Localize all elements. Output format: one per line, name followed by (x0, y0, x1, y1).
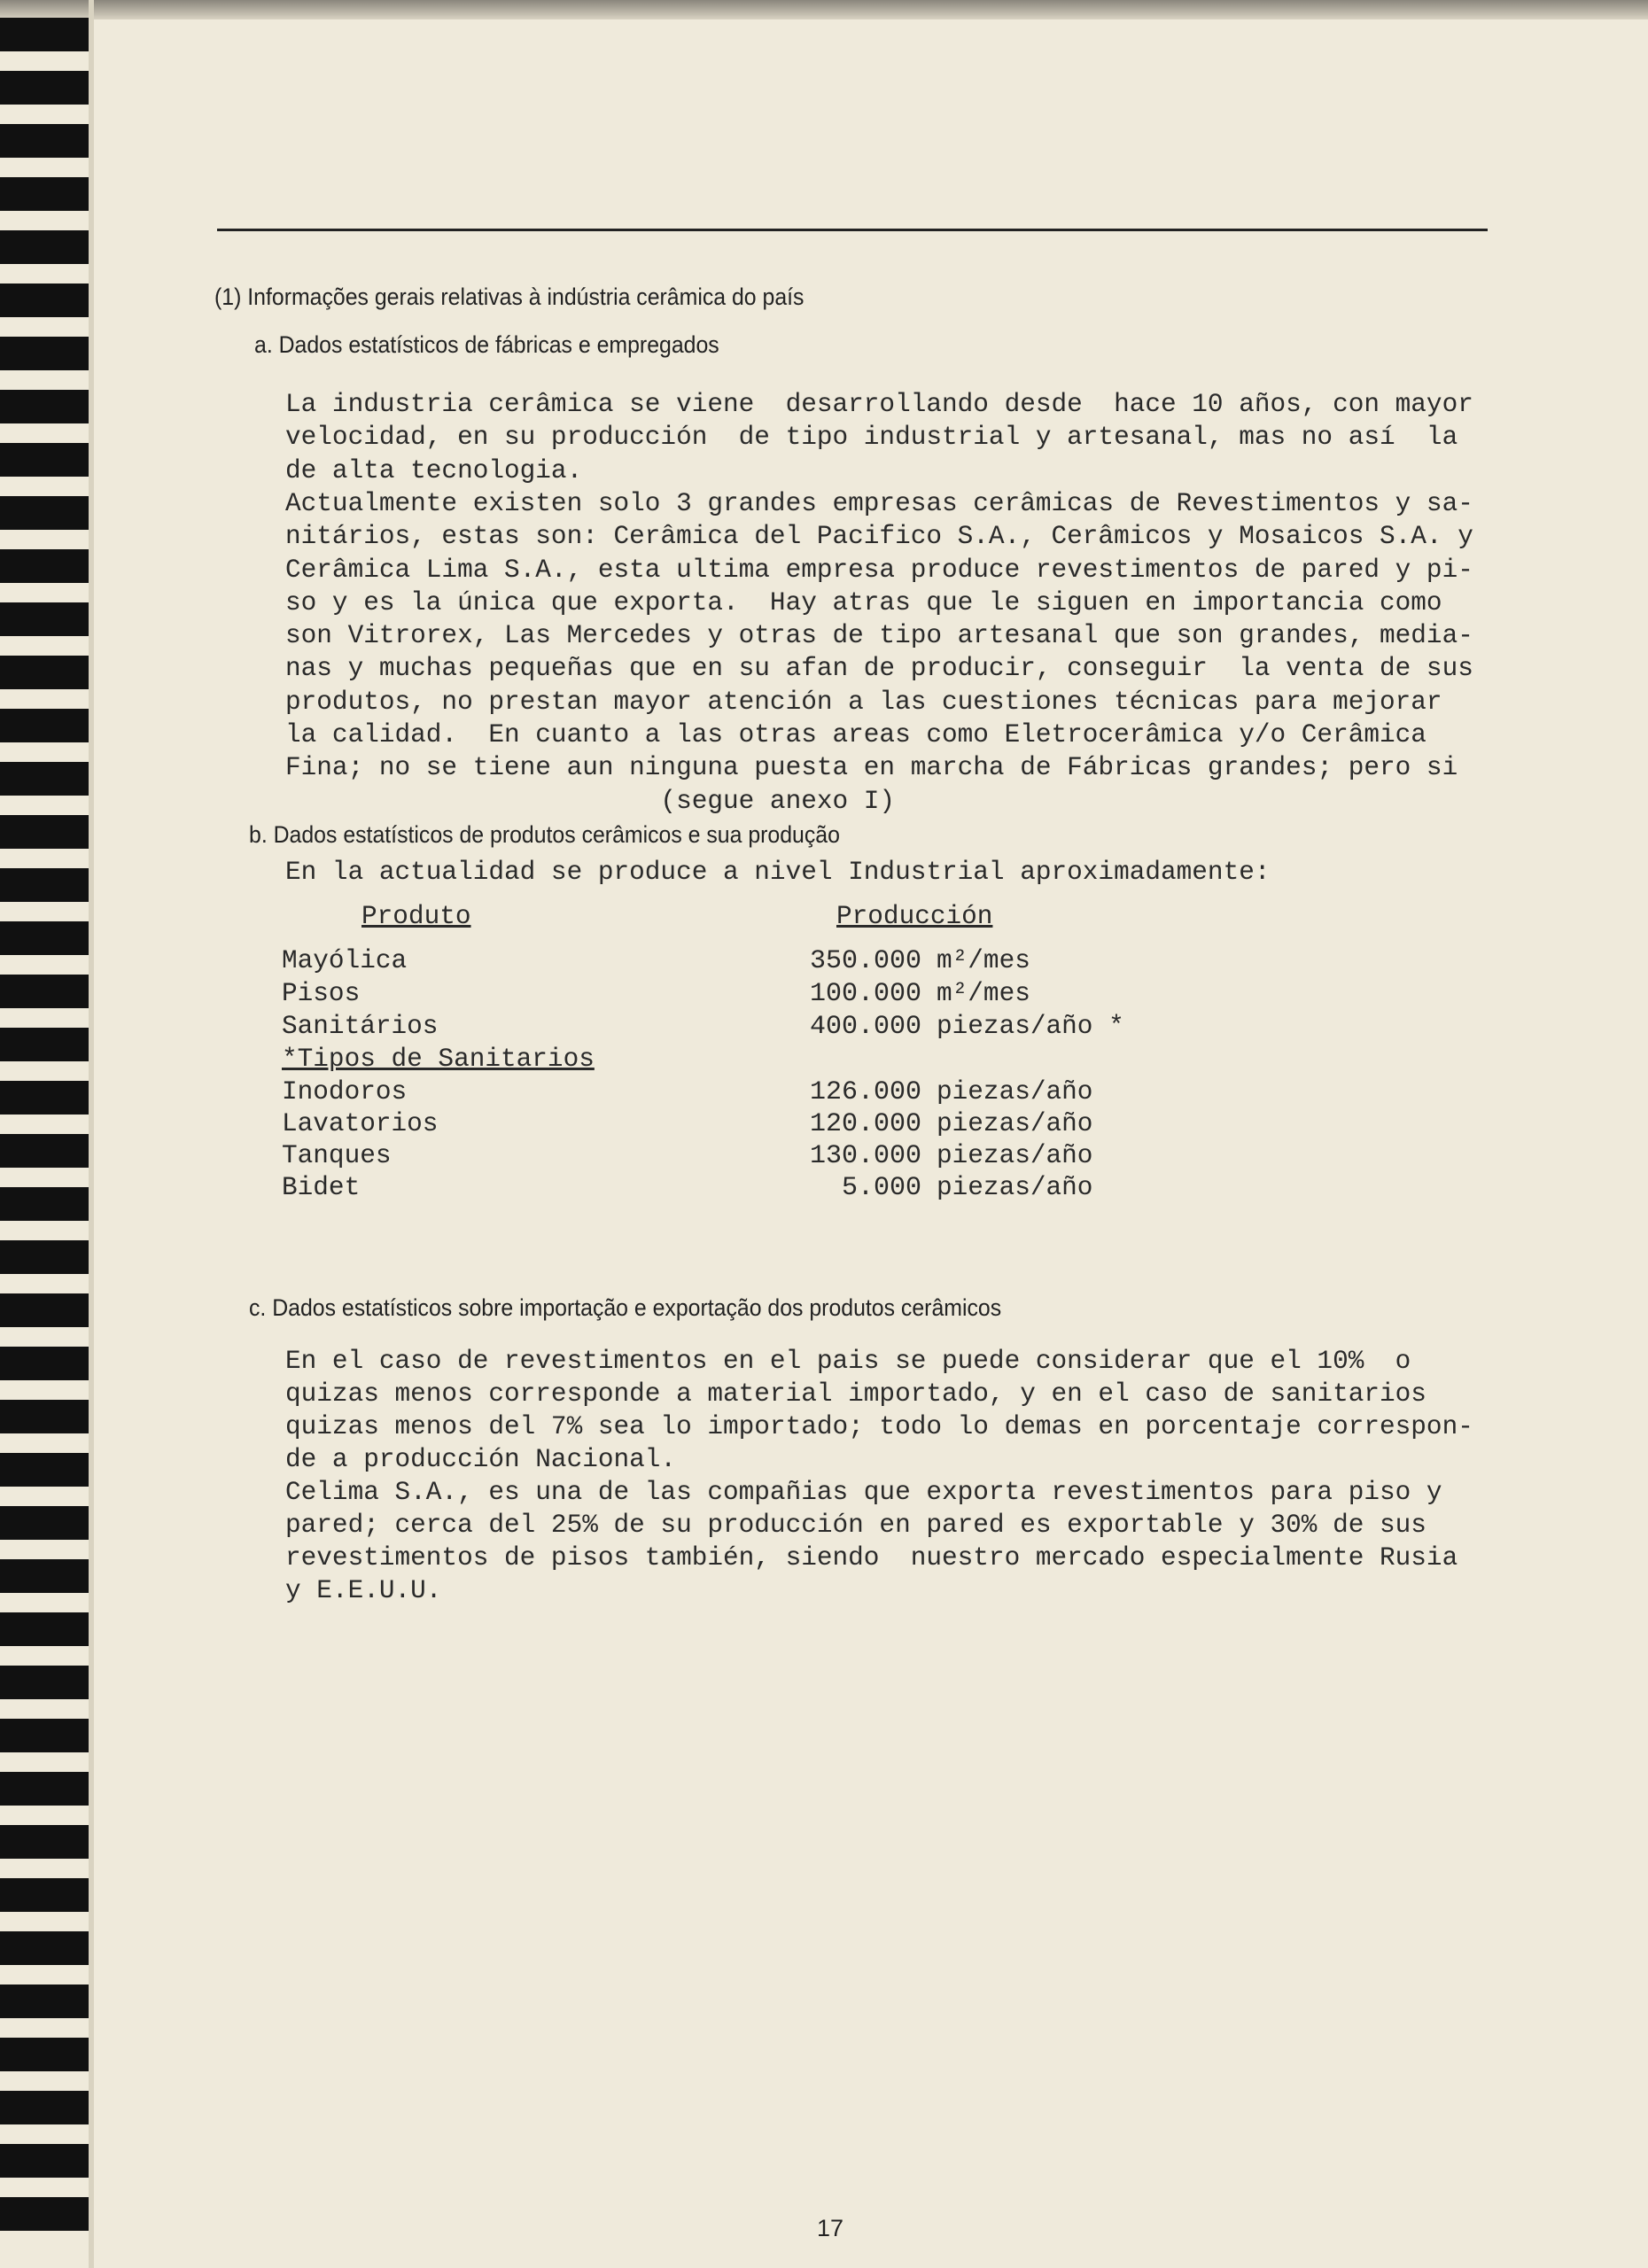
body-line: La industria cerâmica se viene desarrollando desde hace 10 años, con mayor (285, 390, 1473, 420)
product-name: Bidet (282, 1173, 361, 1203)
sanitarios-subheading: *Tipos de Sanitarios (282, 1045, 595, 1075)
heading-c: c. Dados estatísticos sobre importação e exportação dos produtos cerâmicos (249, 1294, 1002, 1321)
production-value: 130.000 (809, 1141, 921, 1171)
production-unit: piezas/año (937, 1141, 1093, 1171)
spiral-binding (0, 18, 89, 2233)
production-value: 120.000 (809, 1109, 921, 1139)
body-line: produtos, no prestan mayor atención a las cuestiones técnicas para mejorar (285, 687, 1442, 718)
production-value: 126.000 (809, 1077, 921, 1107)
body-line: nitários, estas son: Cerâmica del Pacifico S.A., Cerâmicos y Mosaicos S.A. y (285, 522, 1473, 553)
product-name: Lavatorios (282, 1109, 439, 1139)
body-line: pared; cerca del 25% de su producción en pared es exportable y 30% de sus (285, 1511, 1426, 1541)
body-line: En el caso de revestimentos en el pais se puede considerar que el 10% o (285, 1347, 1411, 1377)
production-unit: m²/mes (937, 979, 1030, 1009)
product-name: Mayólica (282, 946, 408, 976)
production-value: 100.000 (809, 979, 921, 1009)
body-line: y E.E.U.U. (285, 1576, 442, 1606)
body-line: Fina; no se tiene aun ninguna puesta en marcha de Fábricas grandes; pero si (285, 753, 1458, 784)
body-line: nas y muchas pequeñas que en su afan de producir, conseguir la venta de sus (285, 654, 1473, 685)
binding-edge (89, 0, 94, 2268)
product-name: Sanitários (282, 1012, 439, 1042)
body-line: revestimentos de pisos también, siendo nuestro mercado especialmente Rusia (285, 1543, 1458, 1573)
production-value: 400.000 (809, 1012, 921, 1042)
body-line: son Vitrorex, Las Mercedes y otras de tipo artesanal que son grandes, media- (285, 621, 1473, 652)
body-line: de alta tecnologia. (285, 455, 583, 486)
body-line: so y es la única que exporta. Hay atras que le siguen en importancia como (285, 587, 1442, 618)
body-line: la calidad. En cuanto a las otras areas como Eletrocerâmica y/o Cerâmica (285, 720, 1426, 750)
body-line: velocidad, en su producción de tipo industrial y artesanal, mas no así la (285, 423, 1458, 454)
body-line: quizas menos del 7% sea lo importado; todo lo demas en porcentaje correspon- (285, 1412, 1473, 1442)
production-unit: piezas/año * (937, 1012, 1124, 1042)
production-unit: m²/mes (937, 946, 1030, 976)
body-line: de a producción Nacional. (285, 1445, 677, 1475)
body-line: (segue anexo I) (285, 786, 896, 817)
production-unit: piezas/año (937, 1077, 1093, 1107)
section-b-intro: En la actualidad se produce a nivel Industrial aproximadamente: (285, 858, 1271, 888)
section-title: (1) Informações gerais relativas à indústria cerâmica do país (214, 284, 805, 310)
production-value: 5.000 (841, 1173, 921, 1203)
heading-a: a. Dados estatísticos de fábricas e empregados (254, 331, 719, 358)
production-unit: piezas/año (937, 1173, 1093, 1203)
product-name: Tanques (282, 1141, 392, 1171)
body-line: Actualmente existen solo 3 grandes empresas cerâmicas de Revestimentos y sa- (285, 488, 1473, 519)
product-name: Inodoros (282, 1077, 408, 1107)
production-unit: piezas/año (937, 1109, 1093, 1139)
header-rule (217, 229, 1488, 231)
product-name: Pisos (282, 979, 361, 1009)
page-number: 17 (817, 2215, 844, 2241)
body-line: Celima S.A., es una de las compañias que exporta revestimentos para piso y (285, 1478, 1442, 1508)
column-header-production: Producción (836, 902, 993, 932)
production-value: 350.000 (809, 946, 921, 976)
page-top-edge (0, 0, 1648, 19)
body-line: quizas menos corresponde a material importado, y en el caso de sanitarios (285, 1379, 1426, 1410)
column-header-product: Produto (361, 902, 471, 932)
heading-b: b. Dados estatísticos de produtos cerâmicos e sua produção (249, 821, 840, 848)
body-line: Cerâmica Lima S.A., esta ultima empresa produce revestimentos de pared y pi- (285, 555, 1473, 586)
